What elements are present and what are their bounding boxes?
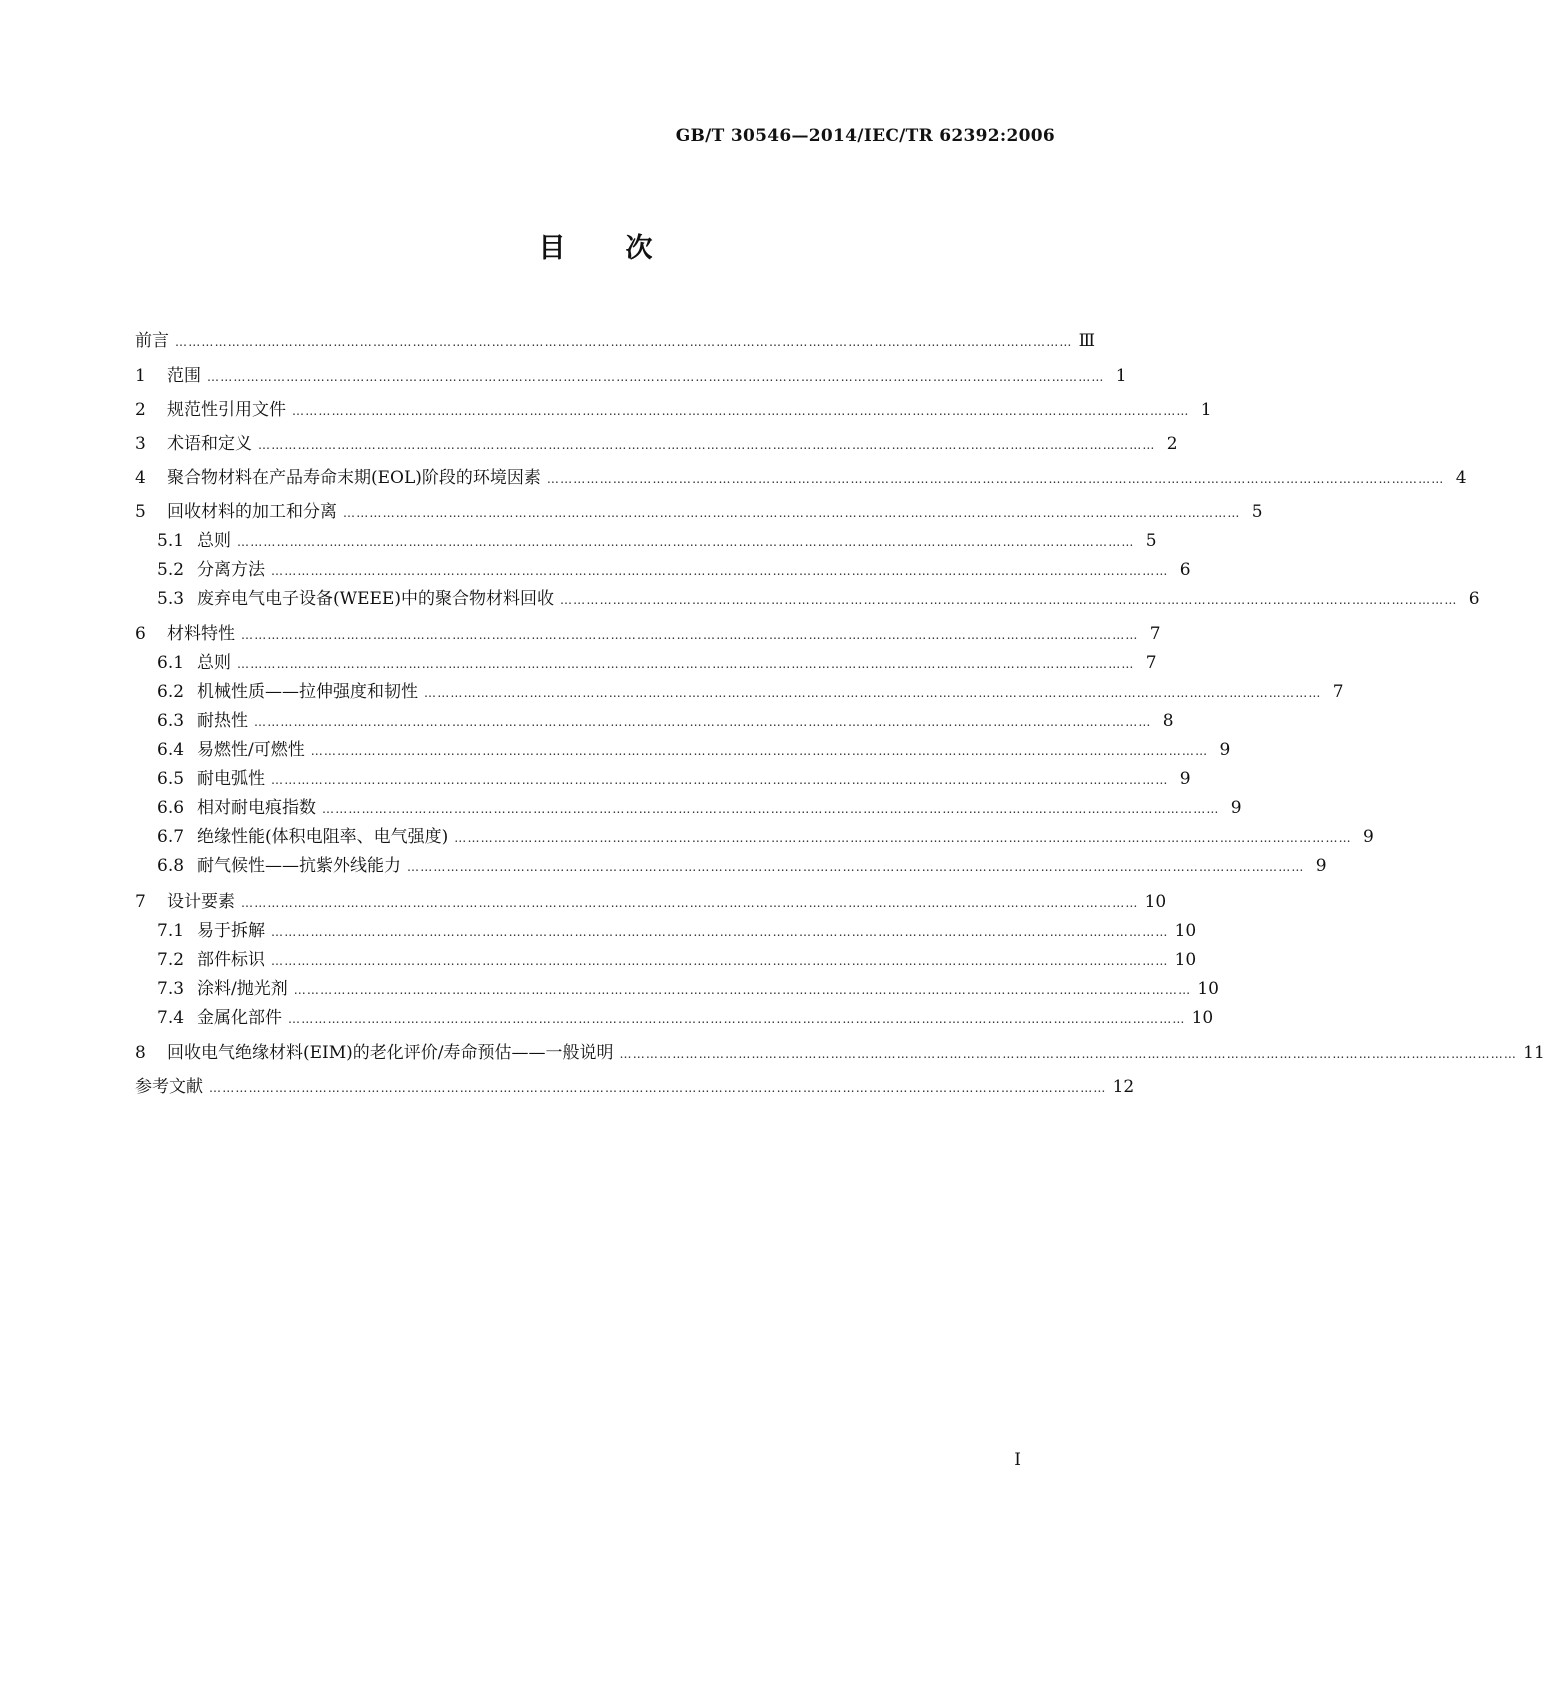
toc-entry-label: 总则	[197, 531, 231, 551]
toc-entry-title	[135, 1076, 209, 1098]
page-title	[0, 226, 1191, 265]
toc-entry-page: 7	[1145, 653, 1157, 673]
toc-leader-dots: ……………………………………………………………………………………………………………………………………………………………………………………	[207, 370, 1105, 384]
toc-leader-dots: ……………………………………………………………………………………………………………………………………………………………………………………	[559, 593, 1458, 607]
toc-entry-label: 金属化部件	[197, 1008, 282, 1028]
toc-entry-page: 10	[1174, 950, 1197, 970]
toc-entry-number: 5	[135, 502, 146, 522]
toc-entry-page: 7	[1149, 624, 1161, 644]
toc-leader-dots: ……………………………………………………………………………………………………………………………………………………………………………………	[271, 925, 1169, 939]
toc-entry-title	[135, 797, 322, 819]
toc-entry-page: 12	[1112, 1077, 1135, 1097]
toc-leader-dots: ……………………………………………………………………………………………………………………………………………………………………………………	[454, 831, 1352, 845]
toc-entry-number: 4	[135, 468, 146, 488]
toc-entry-number: 7	[135, 892, 146, 912]
toc-entry[interactable]	[135, 530, 1157, 552]
toc-entry-number: 1	[135, 366, 146, 386]
toc-entry-label: 材料特性	[167, 624, 235, 644]
title-char-1: 目	[538, 233, 566, 264]
toc-entry-title	[135, 433, 258, 455]
toc-entry-label: 参考文献	[135, 1077, 203, 1097]
toc-leader-dots: ……………………………………………………………………………………………………………………………………………………………………………………	[241, 628, 1139, 642]
toc-entry-label: 耐热性	[197, 711, 248, 731]
toc-entry-title	[135, 710, 254, 732]
toc-entry-label: 耐电弧性	[197, 769, 265, 789]
toc-entry-page: 8	[1162, 711, 1174, 731]
toc-leader-dots: ……………………………………………………………………………………………………………………………………………………………………………………	[237, 535, 1135, 549]
toc-leader-dots: ……………………………………………………………………………………………………………………………………………………………………………………	[271, 773, 1169, 787]
toc-entry-label: 相对耐电痕指数	[197, 798, 316, 818]
toc-entry-title	[135, 855, 407, 877]
toc-entry-title	[135, 652, 237, 674]
toc-entry-label: 聚合物材料在产品寿命末期(EOL)阶段的环境因素	[167, 468, 541, 488]
toc-entry[interactable]	[135, 623, 1161, 645]
toc-entry-title	[135, 623, 241, 645]
toc-entry-number: 7.4	[157, 1008, 185, 1028]
toc-entry-page: 1	[1115, 366, 1127, 386]
toc-entry[interactable]	[135, 855, 1327, 877]
toc-entry-title	[135, 365, 207, 387]
page-number: I	[1014, 1450, 1021, 1470]
toc-entry[interactable]	[135, 949, 1197, 971]
toc-leader-dots: ……………………………………………………………………………………………………………………………………………………………………………………	[407, 860, 1305, 874]
toc-entry-label: 规范性引用文件	[167, 400, 286, 420]
toc-entry-title	[135, 467, 547, 489]
toc-entry-page: 10	[1191, 1008, 1214, 1028]
toc-entry-label: 机械性质——拉伸强度和韧性	[197, 682, 418, 702]
toc-entry-number: 6.7	[157, 827, 185, 847]
toc-entry[interactable]	[135, 768, 1191, 790]
toc-entry[interactable]	[135, 652, 1157, 674]
toc-entry-label: 分离方法	[197, 560, 265, 580]
toc-entry-label: 废弃电气电子设备(WEEE)中的聚合物材料回收	[197, 589, 554, 609]
toc-leader-dots: ……………………………………………………………………………………………………………………………………………………………………………………	[209, 1081, 1107, 1095]
toc-entry-title	[135, 330, 175, 352]
toc-entry-label: 回收电气绝缘材料(EIM)的老化评价/寿命预估——一般说明	[167, 1043, 614, 1063]
toc-entry[interactable]	[135, 739, 1231, 761]
toc-leader-dots: ……………………………………………………………………………………………………………………………………………………………………………………	[241, 896, 1139, 910]
toc-entry-title	[135, 920, 271, 942]
toc-leader-dots: ……………………………………………………………………………………………………………………………………………………………………………………	[258, 438, 1156, 452]
toc-entry[interactable]	[135, 710, 1174, 732]
toc-entry-page: 9	[1363, 827, 1374, 847]
toc-entry[interactable]	[135, 365, 1127, 387]
toc-entry[interactable]	[135, 826, 1374, 848]
toc-entry[interactable]	[135, 1076, 1135, 1098]
toc-entry-title	[135, 949, 271, 971]
toc-leader-dots: ……………………………………………………………………………………………………………………………………………………………………………………	[546, 472, 1445, 486]
toc-entry[interactable]	[135, 501, 1263, 523]
toc-entry-label: 涂料/抛光剂	[197, 979, 288, 999]
toc-entry-number: 2	[135, 400, 146, 420]
toc-entry-label: 总则	[197, 653, 231, 673]
toc-leader-dots: ……………………………………………………………………………………………………………………………………………………………………………………	[293, 983, 1192, 997]
toc-entry[interactable]	[135, 978, 1219, 1000]
toc-leader-dots: ……………………………………………………………………………………………………………………………………………………………………………………	[271, 954, 1169, 968]
toc-entry-page: Ⅲ	[1078, 331, 1096, 351]
toc-entry-page: 9	[1315, 856, 1327, 876]
toc-entry-number: 6.3	[157, 711, 185, 731]
toc-entry[interactable]	[135, 399, 1212, 421]
toc-leader-dots: ……………………………………………………………………………………………………………………………………………………………………………………	[619, 1047, 1518, 1061]
toc-entry[interactable]	[135, 1042, 1545, 1064]
toc-entry-page: 5	[1145, 531, 1157, 551]
toc-entry-page: 10	[1144, 892, 1167, 912]
toc-entry-number: 7.2	[157, 950, 185, 970]
toc-entry-title	[135, 530, 237, 552]
toc-leader-dots: ……………………………………………………………………………………………………………………………………………………………………………………	[271, 564, 1169, 578]
toc-leader-dots: ……………………………………………………………………………………………………………………………………………………………………………………	[175, 335, 1073, 349]
toc-entry[interactable]	[135, 433, 1178, 455]
toc-leader-dots: ……………………………………………………………………………………………………………………………………………………………………………………	[424, 686, 1322, 700]
toc-entry-label: 术语和定义	[167, 434, 252, 454]
toc-entry-label: 回收材料的加工和分离	[167, 502, 337, 522]
toc-entry-title	[135, 399, 292, 421]
toc-leader-dots: ……………………………………………………………………………………………………………………………………………………………………………………	[322, 802, 1220, 816]
toc-entry-title	[135, 739, 311, 761]
toc-entry-page: 10	[1174, 921, 1197, 941]
toc-entry-label: 易于拆解	[197, 921, 265, 941]
toc-entry-title	[135, 501, 343, 523]
toc-entry-title	[135, 588, 560, 610]
toc-entry-title	[135, 681, 424, 703]
toc-entry-title	[135, 559, 271, 581]
toc-entry-label: 前言	[135, 331, 169, 351]
toc-leader-dots: ……………………………………………………………………………………………………………………………………………………………………………………	[343, 506, 1241, 520]
toc-entry-page: 6	[1179, 560, 1191, 580]
toc-leader-dots: ……………………………………………………………………………………………………………………………………………………………………………………	[254, 715, 1152, 729]
toc-entry-number: 5.1	[157, 531, 185, 551]
title-char-2: 次	[625, 233, 653, 264]
toc-entry-title	[135, 891, 241, 913]
toc-entry-number: 5.2	[157, 560, 185, 580]
toc-entry-number: 6.1	[157, 653, 185, 673]
standard-code: GB/T 30546—2014/IEC/TR 62392:2006	[675, 126, 1055, 146]
toc-entry-number: 7.3	[157, 979, 185, 999]
toc-entry-title	[135, 1042, 620, 1064]
toc-entry-label: 设计要素	[167, 892, 235, 912]
toc-entry[interactable]	[135, 797, 1242, 819]
toc-entry-number: 6	[135, 624, 146, 644]
toc-entry[interactable]	[135, 559, 1191, 581]
toc-entry[interactable]	[135, 467, 1467, 489]
toc-entry-page: 4	[1455, 468, 1467, 488]
toc-entry-number: 5.3	[157, 589, 185, 609]
toc-entry-page: 9	[1179, 769, 1191, 789]
toc-entry[interactable]	[135, 588, 1480, 610]
toc-entry-label: 耐气候性——抗紫外线能力	[197, 856, 401, 876]
toc-entry[interactable]	[135, 920, 1197, 942]
toc-entry-number: 6.2	[157, 682, 185, 702]
toc-entry-number: 6.8	[157, 856, 185, 876]
toc-entry[interactable]	[135, 1007, 1214, 1029]
toc-entry-title	[135, 978, 294, 1000]
toc-entry-number: 6.6	[157, 798, 185, 818]
toc-entry-label: 部件标识	[197, 950, 265, 970]
toc-entry-title	[135, 1007, 288, 1029]
toc-entry-number: 3	[135, 434, 146, 454]
toc-leader-dots: ……………………………………………………………………………………………………………………………………………………………………………………	[237, 657, 1135, 671]
toc-leader-dots: ……………………………………………………………………………………………………………………………………………………………………………………	[288, 1012, 1186, 1026]
toc-entry-number: 6.5	[157, 769, 185, 789]
toc-entry-title	[135, 768, 271, 790]
toc-entry-page: 1	[1200, 400, 1212, 420]
toc-leader-dots: ……………………………………………………………………………………………………………………………………………………………………………………	[310, 744, 1209, 758]
toc-entry[interactable]	[135, 330, 1096, 352]
toc-leader-dots: ……………………………………………………………………………………………………………………………………………………………………………………	[292, 404, 1190, 418]
toc-entry-title	[135, 826, 454, 848]
toc-entry-page: 5	[1251, 502, 1263, 522]
toc-entry-label: 绝缘性能(体积电阻率、电气强度)	[197, 827, 449, 847]
toc-entry-number: 6.4	[157, 740, 185, 760]
toc-entry-label: 易燃性/可燃性	[197, 740, 305, 760]
toc-entry[interactable]	[135, 891, 1167, 913]
toc-entry[interactable]	[135, 681, 1344, 703]
toc-entry-page: 2	[1166, 434, 1178, 454]
toc-entry-number: 7.1	[157, 921, 185, 941]
toc-entry-page: 9	[1219, 740, 1231, 760]
toc-entry-number: 8	[135, 1043, 146, 1063]
toc-entry-page: 9	[1230, 798, 1242, 818]
toc-entry-page: 10	[1197, 979, 1219, 999]
toc-entry-label: 范围	[167, 366, 201, 386]
toc-entry-page: 7	[1332, 682, 1344, 702]
toc-entry-page: 11	[1523, 1043, 1545, 1063]
toc-entry-page: 6	[1468, 589, 1480, 609]
